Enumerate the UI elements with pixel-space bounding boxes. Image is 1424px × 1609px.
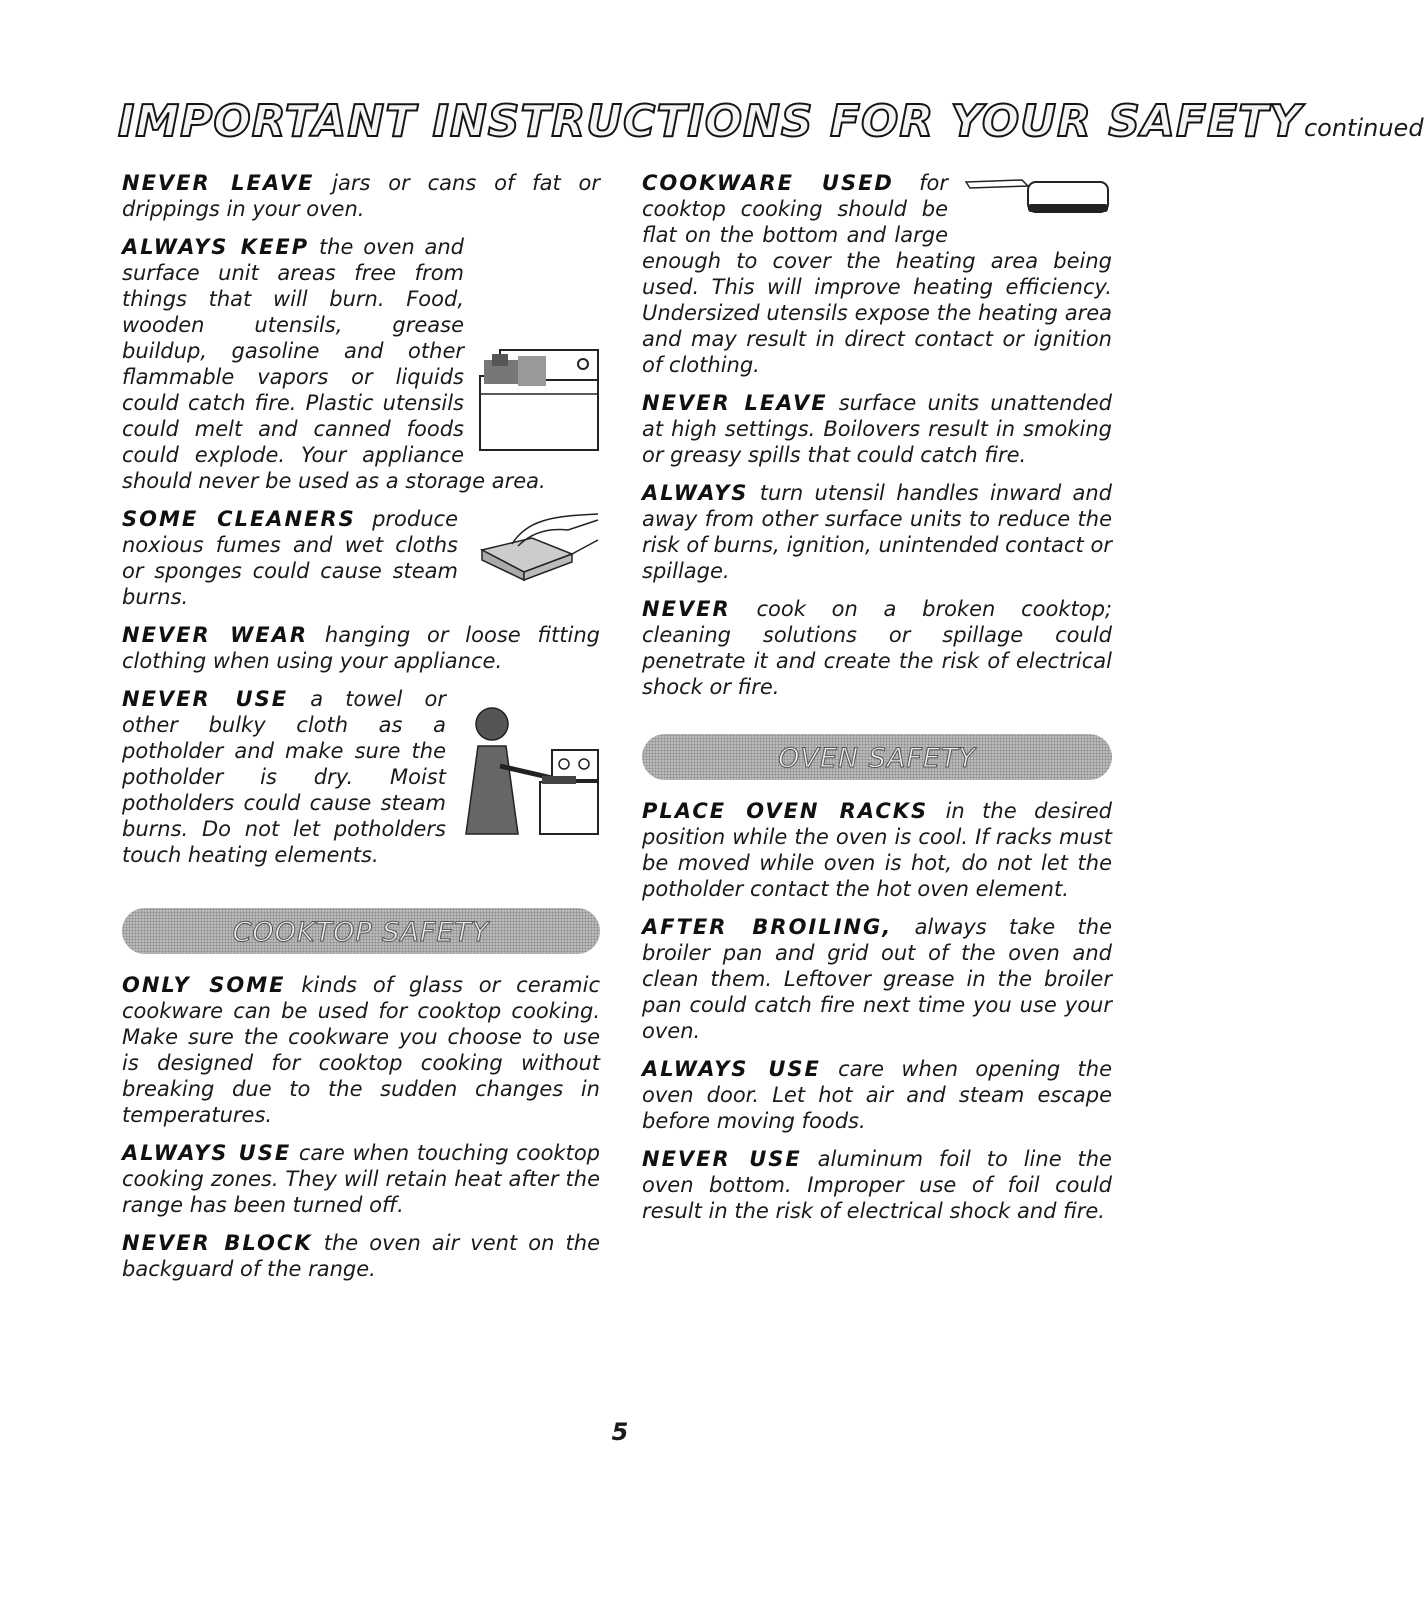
sponge-hand-illustration (472, 510, 600, 582)
lead-text: NEVER USE (122, 687, 289, 711)
paragraph-after-broiling (642, 914, 1112, 1044)
paragraph-never-use-foil (642, 1146, 1112, 1224)
stove-storage-illustration (478, 346, 600, 452)
paragraph-always-turn (642, 480, 1112, 584)
paragraph-cookware-used (642, 170, 1112, 378)
lead-text: AFTER BROILING, (642, 915, 893, 939)
paragraph-never-leave-jars (122, 170, 600, 222)
paragraph-place-oven-racks (642, 798, 1112, 902)
right-column (642, 170, 1112, 1236)
body-text: the oven and surface unit areas free from things that will burn. Food, wooden utensils, grease buildup, gasoline and other flammable vapors or liquids could catch fire. Plastic utensils could melt and canned foods could explode. Your appliance should never be used as a storage area. (122, 235, 546, 493)
paragraph-never-leave-units (642, 390, 1112, 468)
body-text: produce noxious fumes and wet cloths or sponges could cause steam burns. (122, 507, 459, 609)
paragraph-never-cook-broken (642, 596, 1112, 700)
body-text: cook on a broken cooktop; cleaning solutions or spillage could penetrate it and create the risk of electrical shock or fire. (642, 597, 1112, 699)
paragraph-never-use-towel (122, 686, 600, 868)
title-text: IMPORTANT INSTRUCTIONS FOR YOUR SAFETY (118, 96, 1302, 147)
paragraph-always-keep (122, 234, 600, 494)
skillet-pan-illustration (962, 170, 1112, 220)
paragraph-never-wear (122, 622, 600, 674)
lead-text: NEVER LEAVE (122, 171, 315, 195)
body-text: always take the broiler pan and grid out of the oven and clean them. Leftover grease in the broiler pan could catch fire next time you use your oven. (642, 915, 1112, 1043)
body-text: turn utensil handles inward and away from other surface units to reduce the risk of burns, ignition, unintended contact or spillage. (642, 481, 1112, 583)
lead-text: NEVER (642, 597, 731, 621)
lead-text: ONLY SOME (122, 973, 286, 997)
banner-label: OVEN SAFETY (778, 743, 976, 774)
cooktop-safety-banner (122, 908, 600, 954)
lead-text: ALWAYS USE (642, 1057, 821, 1081)
body-text: hanging or loose fitting clothing when using your appliance. (122, 623, 601, 673)
lead-text: NEVER LEAVE (642, 391, 828, 415)
body-text: aluminum foil to line the oven bottom. Improper use of foil could result in the risk of electrical shock and fire. (642, 1147, 1112, 1223)
body-text: surface units unattended at high settings. Boilovers result in smoking or greasy spills that could catch fire. (642, 391, 1112, 467)
lead-text: NEVER BLOCK (122, 1231, 313, 1255)
body-text: kinds of glass or ceramic cookware can be used for cooktop cooking. Make sure the cookware you choose to use is designed for cooktop cooking without breaking due to the sudden changes in temperatures. (122, 973, 600, 1127)
body-text: care when opening the oven door. Let hot air and steam escape before moving foods. (642, 1057, 1112, 1133)
body-text: for cooktop cooking should be flat on the bottom and large enough to cover the heating area being used. This will improve heating efficiency. Undersized utensils expose the heating area and may result in direct contact or ignition of clothing. (642, 171, 1112, 377)
paragraph-always-use-care (122, 1140, 600, 1218)
body-text: care when touching cooktop cooking zones. They will retain heat after the range has been turned off. (122, 1141, 600, 1217)
body-text: jars or cans of fat or drippings in your oven. (122, 171, 601, 221)
lead-text: COOKWARE USED (642, 171, 894, 195)
lead-text: SOME CLEANERS (122, 507, 356, 531)
title-continued: continued (1303, 114, 1424, 142)
paragraph-only-some (122, 972, 600, 1128)
lead-text: NEVER WEAR (122, 623, 309, 647)
body-text: in the desired position while the oven is cool. If racks must be moved while oven is hot, do not let the potholder contact the hot oven element. (642, 799, 1112, 901)
paragraph-always-use-door (642, 1056, 1112, 1134)
banner-label: COOKTOP SAFETY (232, 917, 490, 948)
lead-text: ALWAYS USE (122, 1141, 292, 1165)
paragraph-never-block (122, 1230, 600, 1282)
page-number: 5 (611, 1418, 629, 1446)
lead-text: PLACE OVEN RACKS (642, 799, 929, 823)
person-cooking-illustration (460, 706, 600, 836)
lead-text: ALWAYS KEEP (122, 235, 310, 259)
page-title (118, 96, 1424, 147)
paragraph-some-cleaners (122, 506, 600, 610)
lead-text: NEVER USE (642, 1147, 802, 1171)
body-text: the oven air vent on the backguard of the range. (122, 1231, 600, 1281)
body-text: a towel or other bulky cloth as a potholder and make sure the potholder is dry. Moist potholders could cause steam burns. Do not let potholders touch heating elements. (122, 687, 446, 867)
lead-text: ALWAYS (642, 481, 749, 505)
oven-safety-banner (642, 734, 1112, 780)
left-column (122, 170, 600, 1294)
